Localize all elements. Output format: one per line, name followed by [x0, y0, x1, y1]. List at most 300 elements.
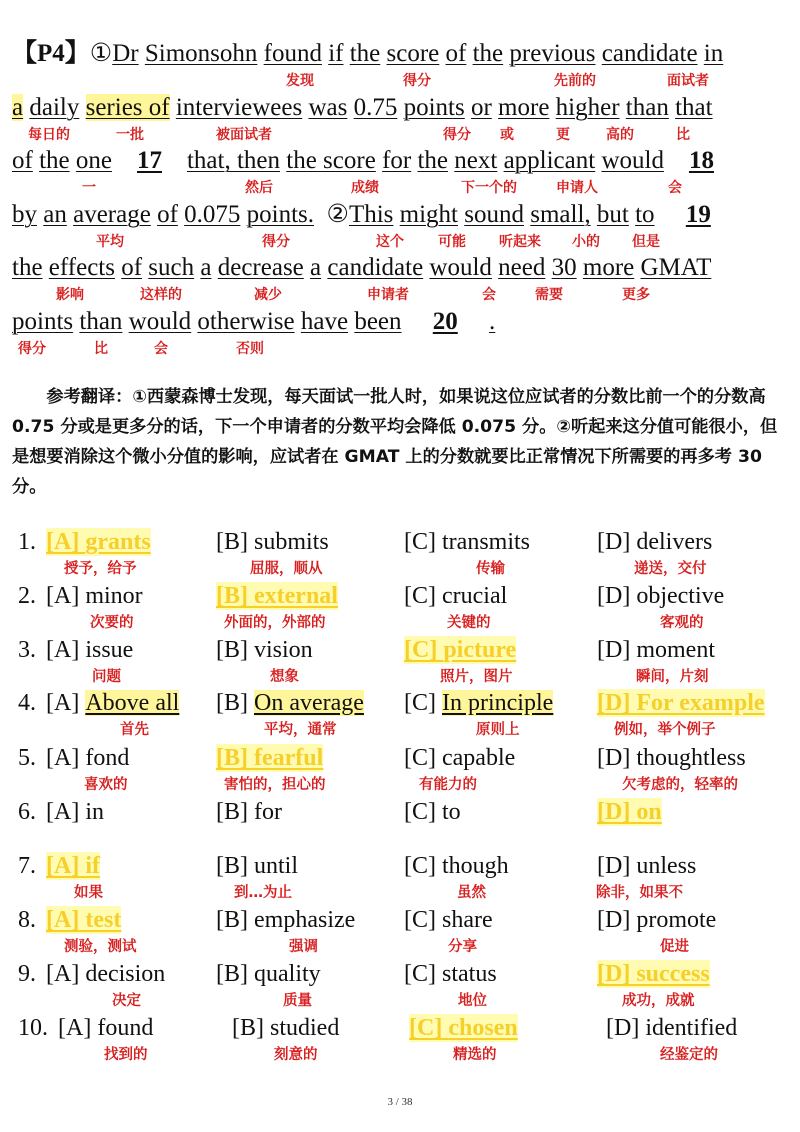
- translation-text: ①西蒙森博士发现，每天面试一批人时，如果说这位应试者的分数比前一个的分数高 0.75 分或是更多分的话，下一个申请者的分数平均会降低 0.075 分。②听起来这分值可能很小，但是想要消除这个微小分值的影响，应试者在 GMAT 上的分数就要比正常情况下所需要的再多考 30 分。: [12, 387, 778, 497]
- option-letter: [B]: [216, 799, 248, 825]
- text-run: [402, 308, 433, 335]
- chinese-gloss: 减少: [254, 287, 282, 304]
- option-gloss: 平均，通常: [264, 722, 337, 738]
- text-run: [162, 147, 187, 174]
- word: points: [12, 307, 74, 335]
- word: an: [43, 200, 67, 228]
- word: by: [12, 200, 37, 228]
- option: [404, 582, 507, 610]
- word: such: [148, 254, 195, 282]
- word: more: [582, 254, 635, 282]
- passage-line: [12, 92, 792, 146]
- word: This: [348, 200, 394, 228]
- word: 30: [551, 254, 577, 282]
- option-word: external: [254, 583, 338, 609]
- option: [46, 852, 100, 880]
- option: [404, 798, 461, 826]
- word: of: [12, 147, 33, 175]
- option-letter: [D]: [597, 853, 631, 879]
- option-word: status: [442, 961, 497, 987]
- option-gloss: 授予，给予: [64, 561, 137, 577]
- option-word: moment: [636, 637, 715, 663]
- option: [404, 960, 497, 988]
- option-gloss: 欠考虑的，轻率的: [622, 777, 738, 793]
- word: the: [417, 147, 449, 175]
- option-gloss: 成功，成就: [622, 993, 695, 1009]
- question-number: 2.: [18, 583, 36, 609]
- option: [597, 744, 746, 772]
- option: [409, 1014, 518, 1042]
- option-word: studied: [270, 1015, 340, 1041]
- option-gloss: 原则上: [476, 722, 520, 738]
- option-letter: [A]: [46, 637, 80, 663]
- question-row: [0, 582, 800, 636]
- chinese-gloss: 得分: [18, 340, 46, 357]
- word: found: [263, 40, 322, 67]
- passage-text: [12, 145, 714, 177]
- word: the: [472, 40, 504, 67]
- option-letter: [B]: [216, 853, 248, 879]
- option-gloss: 经鉴定的: [660, 1047, 718, 1063]
- option-gloss: 屈服，顺从: [250, 561, 323, 577]
- passage-line: [12, 306, 792, 360]
- option-letter: [B]: [216, 637, 248, 663]
- word: would: [128, 307, 192, 335]
- option-word: on: [636, 799, 662, 825]
- option-word: In principle: [442, 690, 554, 716]
- option-word: objective: [636, 583, 725, 609]
- word: average: [73, 200, 151, 228]
- option-word: if: [85, 853, 100, 879]
- option-word: submits: [254, 529, 329, 555]
- word: would: [429, 254, 492, 282]
- option: [404, 852, 509, 880]
- option-gloss: 找到的: [104, 1047, 148, 1063]
- word: than: [625, 93, 669, 121]
- word: would: [601, 147, 664, 175]
- option: [597, 960, 710, 988]
- passage-text: [12, 92, 713, 124]
- passage-line: [12, 199, 792, 253]
- question-number: 7.: [18, 853, 36, 879]
- option-gloss: 问题: [92, 669, 121, 685]
- option-letter: [A]: [46, 529, 80, 555]
- option-letter: [D]: [597, 637, 631, 663]
- chinese-gloss: 一批: [116, 126, 144, 143]
- question-row: [0, 528, 800, 582]
- chinese-gloss: 发现: [286, 73, 314, 89]
- chinese-gloss: 被面试者: [216, 126, 272, 143]
- option-word: decision: [85, 961, 166, 987]
- option-word: crucial: [442, 583, 508, 609]
- word: daily: [29, 93, 80, 121]
- option-word: promote: [636, 907, 717, 933]
- word: candidate: [601, 40, 698, 67]
- text-run: ①: [89, 40, 113, 67]
- option-letter: [B]: [216, 583, 248, 609]
- option-gloss: 测验，测试: [64, 939, 137, 955]
- option-gloss: 刻意的: [274, 1047, 318, 1063]
- option-gloss: 到…为止: [234, 885, 292, 901]
- blank-number: 17: [136, 147, 162, 175]
- option-word: chosen: [448, 1015, 518, 1041]
- question-row: [0, 852, 800, 906]
- option-letter: [D]: [597, 583, 631, 609]
- option-word: identified: [645, 1015, 738, 1041]
- word: sound: [464, 200, 524, 228]
- passage-line: [12, 145, 792, 199]
- option: [46, 528, 151, 556]
- word: next: [454, 147, 498, 175]
- option-letter: [D]: [597, 745, 631, 771]
- option-gloss: 递送，交付: [634, 561, 707, 577]
- option: [404, 689, 553, 717]
- question-number: 9.: [18, 961, 36, 987]
- word: or: [470, 93, 492, 121]
- word: GMAT: [640, 254, 712, 282]
- option-letter: [A]: [46, 745, 80, 771]
- option: [404, 906, 493, 934]
- option: [216, 636, 313, 664]
- option: [597, 906, 716, 934]
- option: [46, 906, 121, 934]
- text-run: ②: [314, 200, 349, 228]
- option-gloss: 照片，图片: [440, 669, 513, 685]
- option-letter: [B]: [216, 690, 248, 716]
- option-letter: [C]: [404, 961, 436, 987]
- option-letter: [C]: [404, 637, 438, 663]
- word: Simonsohn: [144, 40, 258, 67]
- option: [216, 689, 364, 717]
- option: [404, 636, 516, 664]
- option-gloss: 虽然: [457, 885, 486, 901]
- text-run: [655, 201, 686, 228]
- chinese-gloss: 更多: [622, 287, 650, 304]
- option-gloss: 首先: [120, 722, 149, 738]
- option: [597, 528, 712, 556]
- option: [216, 528, 329, 556]
- option-word: though: [442, 853, 509, 879]
- option-gloss: 传输: [476, 561, 505, 577]
- passage-line: [12, 38, 792, 92]
- chinese-gloss: 听起来: [499, 233, 541, 250]
- option-letter: [C]: [404, 853, 436, 879]
- option-letter: [C]: [404, 907, 436, 933]
- option-word: success: [636, 961, 710, 987]
- option-gloss: 如果: [74, 885, 103, 901]
- word: need: [498, 254, 546, 282]
- option-word: in: [85, 799, 104, 825]
- option-gloss: 强调: [289, 939, 318, 955]
- option-word: grants: [85, 529, 151, 555]
- passage-text: [12, 252, 711, 284]
- option-letter: [D]: [597, 799, 631, 825]
- option-word: delivers: [636, 529, 713, 555]
- word: of: [445, 40, 467, 67]
- chinese-gloss: 得分: [262, 233, 290, 250]
- word: to: [635, 200, 655, 228]
- option: [216, 852, 298, 880]
- word: interviewees: [175, 93, 303, 121]
- word: than: [79, 307, 123, 335]
- option-word: transmits: [442, 529, 530, 555]
- passage-line: [12, 252, 792, 306]
- option-gloss: 瞬间，片刻: [636, 669, 709, 685]
- option-gloss: 次要的: [90, 615, 134, 631]
- option: [46, 636, 133, 664]
- question-row: [0, 744, 800, 798]
- option-letter: [B]: [216, 745, 248, 771]
- option: [597, 636, 715, 664]
- word: the: [12, 254, 43, 282]
- option-word: for: [254, 799, 282, 825]
- option-word: On average: [254, 690, 364, 716]
- chinese-gloss: 申请人: [556, 180, 598, 197]
- passage-text: [12, 306, 495, 338]
- word: of: [121, 254, 143, 282]
- option: [216, 798, 282, 826]
- word: a: [200, 254, 212, 282]
- chinese-gloss: 会: [482, 287, 496, 304]
- option: [46, 689, 179, 717]
- option-letter: [C]: [404, 529, 436, 555]
- question-number: 8.: [18, 907, 36, 933]
- option-gloss: 分享: [448, 939, 477, 955]
- word: effects: [48, 254, 115, 282]
- word: in: [703, 40, 724, 67]
- option: [46, 744, 129, 772]
- chinese-gloss: 得分: [443, 126, 471, 143]
- option-gloss: 促进: [660, 939, 689, 955]
- chinese-gloss: 这样的: [140, 287, 182, 304]
- option: [46, 798, 104, 826]
- option: [216, 960, 321, 988]
- chinese-gloss: 比: [94, 340, 108, 357]
- option-word: minor: [85, 583, 143, 609]
- option-word: emphasize: [254, 907, 356, 933]
- option-letter: [D]: [597, 961, 631, 987]
- passage-text: [12, 38, 723, 70]
- option-letter: [C]: [404, 799, 436, 825]
- option-gloss: 想象: [270, 669, 299, 685]
- option-word: until: [254, 853, 299, 879]
- text-run: [79, 94, 85, 121]
- word: points.: [246, 200, 315, 228]
- chinese-gloss: 需要: [535, 287, 563, 304]
- word: previous: [509, 40, 596, 67]
- chinese-gloss: 申请者: [367, 287, 409, 304]
- option: [216, 906, 355, 934]
- option-gloss: 精选的: [453, 1047, 497, 1063]
- word: but: [596, 200, 629, 228]
- option: [216, 744, 323, 772]
- option-word: share: [442, 907, 493, 933]
- option-word: unless: [636, 853, 697, 879]
- option-gloss: 例如，举个例子: [614, 722, 716, 738]
- chinese-gloss: 成绩: [351, 180, 379, 197]
- word: that, then: [186, 147, 281, 175]
- option-letter: [D]: [597, 907, 631, 933]
- option: [46, 582, 143, 610]
- blank-number: 20: [432, 307, 458, 335]
- chinese-gloss: 平均: [96, 233, 124, 250]
- option-letter: [C]: [404, 690, 436, 716]
- option-word: vision: [254, 637, 313, 663]
- blank-number: 19: [685, 200, 711, 228]
- chinese-gloss: 一: [82, 180, 96, 197]
- option-word: to: [442, 799, 461, 825]
- option-letter: [B]: [216, 961, 248, 987]
- option-letter: [D]: [597, 690, 631, 716]
- option-letter: [B]: [232, 1015, 264, 1041]
- option-letter: [A]: [46, 799, 80, 825]
- chinese-gloss: 下一个的: [461, 180, 517, 197]
- chinese-gloss: 或: [500, 126, 514, 143]
- highlighted-word: series of: [85, 93, 170, 121]
- question-row: [0, 798, 800, 852]
- text-run: [112, 147, 137, 174]
- chinese-gloss: 但是: [632, 233, 660, 250]
- word: been: [354, 307, 402, 335]
- option-letter: [A]: [46, 690, 80, 716]
- option: [216, 582, 338, 610]
- option-word: found: [97, 1015, 154, 1041]
- option-gloss: 决定: [112, 993, 141, 1009]
- chinese-gloss: 会: [668, 180, 682, 197]
- word: the: [349, 40, 381, 67]
- reference-translation: [12, 382, 790, 502]
- word: a: [310, 254, 322, 282]
- question-number: 10.: [18, 1015, 48, 1041]
- word: more: [498, 93, 550, 121]
- word: score: [386, 40, 440, 67]
- option-letter: [A]: [46, 907, 80, 933]
- option: [597, 689, 765, 717]
- word: small,: [530, 200, 591, 228]
- option-gloss: 地位: [458, 993, 487, 1009]
- chinese-gloss: 然后: [245, 180, 273, 197]
- word: .: [489, 307, 496, 335]
- option-word: quality: [254, 961, 321, 987]
- chinese-gloss: 这个: [376, 233, 404, 250]
- word: points: [403, 93, 465, 121]
- option-letter: [D]: [597, 529, 631, 555]
- chinese-gloss: 会: [154, 340, 168, 357]
- word: otherwise: [197, 307, 295, 335]
- word: Dr: [112, 40, 139, 67]
- word: have: [300, 307, 349, 335]
- question-row: [0, 689, 800, 743]
- chinese-gloss: 否则: [236, 340, 264, 357]
- option-gloss: 害怕的，担心的: [224, 777, 326, 793]
- passage: [12, 38, 792, 360]
- option-letter: [C]: [404, 745, 436, 771]
- word: applicant: [503, 147, 596, 175]
- chinese-gloss: 比: [676, 126, 690, 143]
- question-row: [0, 1014, 800, 1068]
- option-gloss: 除非，如果不: [596, 885, 683, 901]
- question-row: [0, 960, 800, 1014]
- option-word: thoughtless: [636, 745, 746, 771]
- option-letter: [C]: [409, 1015, 443, 1041]
- option: [597, 582, 724, 610]
- chinese-gloss: 高的: [606, 126, 634, 143]
- chinese-gloss: 每日的: [28, 126, 70, 143]
- word: one: [75, 147, 112, 175]
- chinese-gloss: 先前的: [554, 73, 596, 89]
- text-run: [664, 147, 689, 174]
- word: the: [39, 147, 70, 175]
- option-letter: [A]: [46, 853, 80, 879]
- word: of: [157, 200, 178, 228]
- option-letter: [C]: [404, 583, 436, 609]
- option-word: capable: [442, 745, 516, 771]
- option-word: fond: [85, 745, 130, 771]
- question-number: 1.: [18, 529, 36, 555]
- option: [597, 852, 696, 880]
- option: [404, 744, 515, 772]
- option-gloss: 客观的: [660, 615, 704, 631]
- word: the score: [286, 147, 376, 175]
- highlighted-word: a: [12, 93, 24, 121]
- page-number: 3 / 38: [387, 1096, 413, 1108]
- question-number: 4.: [18, 690, 36, 716]
- option-word: picture: [443, 637, 517, 663]
- option: [597, 798, 662, 826]
- option: [58, 1014, 153, 1042]
- option-letter: [A]: [58, 1015, 92, 1041]
- option-letter: [B]: [216, 529, 248, 555]
- word: candidate: [327, 254, 424, 282]
- option-letter: [A]: [46, 583, 80, 609]
- word: might: [399, 200, 458, 228]
- text-run: [458, 308, 489, 335]
- chinese-gloss: 可能: [438, 233, 466, 250]
- option-gloss: 有能力的: [419, 777, 477, 793]
- passage-label: 【P4】: [12, 40, 90, 67]
- option-word: test: [85, 907, 122, 933]
- option-letter: [D]: [606, 1015, 640, 1041]
- word: for: [382, 147, 412, 175]
- option: [404, 528, 530, 556]
- option-word: Above all: [85, 690, 180, 716]
- translation-label: 参考翻译：: [46, 387, 133, 407]
- chinese-gloss: 更: [556, 126, 570, 143]
- word: that: [675, 93, 713, 121]
- option-word: fearful: [254, 745, 324, 771]
- option-gloss: 关键的: [447, 615, 491, 631]
- chinese-gloss: 小的: [572, 233, 600, 250]
- option-word: issue: [85, 637, 134, 663]
- word: decrease: [217, 254, 304, 282]
- question-row: [0, 636, 800, 690]
- word: higher: [555, 93, 620, 121]
- question-number: 6.: [18, 799, 36, 825]
- chinese-gloss: 得分: [403, 73, 431, 89]
- passage-text: [12, 199, 711, 231]
- word: if: [328, 40, 344, 67]
- option-gloss: 质量: [283, 993, 312, 1009]
- question-number: 5.: [18, 745, 36, 771]
- option: [232, 1014, 339, 1042]
- chinese-gloss: 面试者: [667, 73, 709, 89]
- option: [46, 960, 165, 988]
- question-number: 3.: [18, 637, 36, 663]
- option: [606, 1014, 737, 1042]
- question-row: [0, 906, 800, 960]
- option-letter: [B]: [216, 907, 248, 933]
- word: 0.075: [184, 200, 241, 228]
